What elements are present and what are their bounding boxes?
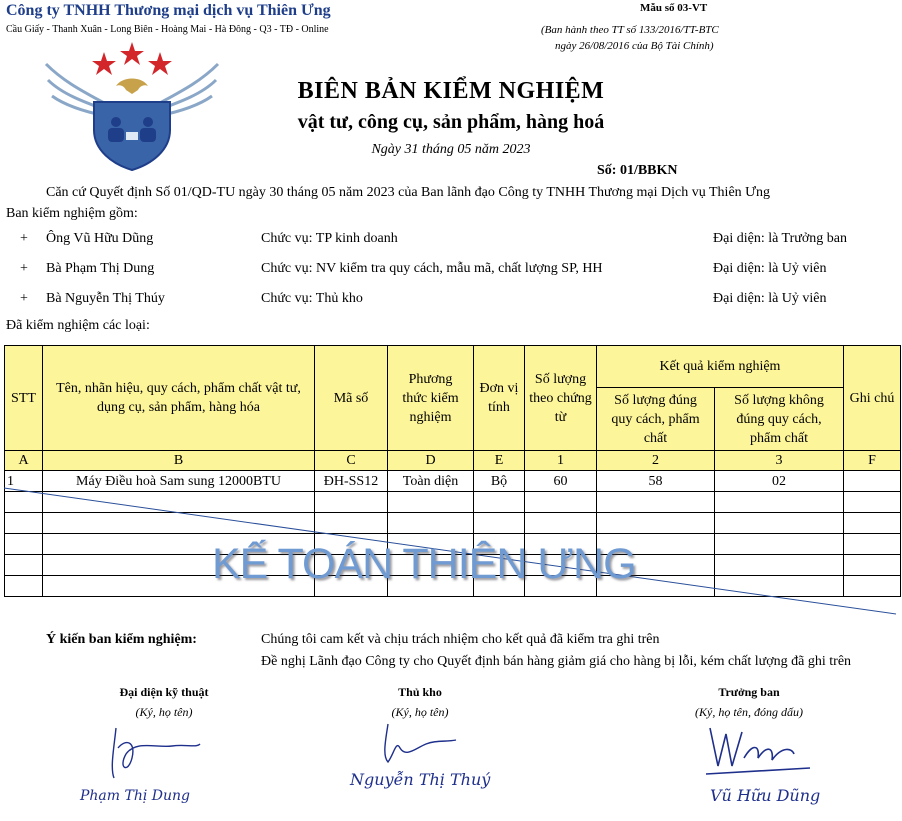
signature-note: (Ký, họ tên): [135, 705, 193, 719]
header-note: Ghi chú: [844, 346, 901, 451]
signature-scribble: [700, 718, 820, 778]
issued-line-2: ngày 26/08/2016 của Bộ Tài Chính): [555, 40, 714, 52]
signature-scribble: [96, 718, 216, 788]
committee-label: Ban kiểm nghiệm gồm:: [6, 206, 138, 221]
cell-ok: 58: [597, 471, 715, 492]
signature-note: (Ký, họ tên): [391, 705, 449, 719]
inspected-label: Đã kiểm nghiệm các loại:: [6, 318, 150, 333]
opinion-label: Ý kiến ban kiểm nghiệm:: [46, 632, 197, 647]
star-icon: [92, 42, 172, 75]
header-code: Mã số: [315, 346, 388, 451]
header-notok: Số lượng không đúng quy cách, phẩm chất: [715, 388, 844, 451]
document-subtitle: vật tư, công cụ, sản phẩm, hàng hoá: [297, 111, 605, 133]
cell-name: Máy Điều hoà Sam sung 12000BTU: [43, 471, 315, 492]
form-number: Mẫu số 03-VT: [640, 2, 708, 14]
member-role: Đại diện: là Uỷ viên: [713, 291, 827, 306]
watermark: KẾ TOÁN THIÊN ƯNG: [212, 540, 636, 588]
decision-basis: Căn cứ Quyết định Số 01/QD-TU ngày 30 tháng 05 năm 2023 của Ban lãnh đạo Công ty TNHH Thương mại Dịch vụ Thiên Ưng: [46, 185, 771, 200]
header-method: Phương thức kiểm nghiệm: [388, 346, 474, 451]
signature-title: Thủ kho: [398, 685, 442, 699]
company-address: Cầu Giấy - Thanh Xuân - Long Biên - Hoàng Mai - Hà Đông - Q3 - TĐ - Online: [6, 24, 329, 35]
signature-scribble: [370, 718, 480, 768]
header-unit: Đơn vị tính: [474, 346, 525, 451]
cell-method: Toàn diện: [388, 471, 474, 492]
header-qty: Số lượng theo chứng từ: [525, 346, 597, 451]
signature-handwritten-name: Vũ Hữu Dũng: [710, 786, 821, 805]
document-number: Số: 01/BBKN: [597, 163, 678, 178]
header-result: Kết quả kiểm nghiệm: [597, 346, 844, 388]
cell-stt: 1: [5, 471, 43, 492]
member-role: Đại diện: là Uỷ viên: [713, 261, 827, 276]
member-name: Ông Vũ Hữu Dũng: [46, 231, 154, 246]
header-stt: STT: [5, 346, 43, 451]
cell-unit: Bộ: [474, 471, 525, 492]
member-bullet: +: [20, 261, 28, 276]
company-name: Công ty TNHH Thương mại dịch vụ Thiên Ưng: [6, 2, 331, 19]
column-code: F: [844, 451, 901, 471]
document-date: Ngày 31 tháng 05 năm 2023: [371, 142, 531, 157]
header-ok: Số lượng đúng quy cách, phẩm chất: [597, 388, 715, 451]
column-code: 3: [715, 451, 844, 471]
member-position: Chức vụ: Thủ kho: [261, 291, 363, 306]
column-code: E: [474, 451, 525, 471]
column-code: 2: [597, 451, 715, 471]
cell-notok: 02: [715, 471, 844, 492]
member-role: Đại diện: là Trưởng ban: [713, 231, 847, 246]
header-name: Tên, nhãn hiệu, quy cách, phẩm chất vật tư, dụng cụ, sản phẩm, hàng hóa: [43, 346, 315, 451]
column-code: C: [315, 451, 388, 471]
signature-title: Trưởng ban: [718, 685, 780, 699]
column-code: D: [388, 451, 474, 471]
signature-note: (Ký, họ tên, đóng dấu): [695, 705, 803, 719]
cell-qty: 60: [525, 471, 597, 492]
opinion-line-1: Chúng tôi cam kết và chịu trách nhiệm cho kết quả đã kiểm tra ghi trên: [261, 632, 660, 647]
signature-handwritten-name: Nguyễn Thị Thuý: [350, 770, 491, 789]
member-name: Bà Nguyễn Thị Thúy: [46, 291, 165, 306]
signature-handwritten-name: Phạm Thị Dung: [80, 788, 191, 804]
member-position: Chức vụ: NV kiểm tra quy cách, mẫu mã, chất lượng SP, HH: [261, 261, 603, 276]
member-bullet: +: [20, 291, 28, 306]
signature-title: Đại diện kỹ thuật: [119, 685, 209, 699]
member-position: Chức vụ: TP kinh doanh: [261, 231, 398, 246]
column-code-row: [5, 451, 901, 471]
column-code: 1: [525, 451, 597, 471]
document-title: BIÊN BẢN KIỂM NGHIỆM: [297, 78, 605, 104]
issued-line-1: (Ban hành theo TT số 133/2016/TT-BTC: [541, 24, 719, 36]
opinion-line-2: Đề nghị Lãnh đạo Công ty cho Quyết định bán hàng giảm giá cho hàng bị lỗi, kém chất lượng đã ghi trên: [261, 654, 852, 669]
column-code: A: [5, 451, 43, 471]
column-code: B: [43, 451, 315, 471]
member-name: Bà Phạm Thị Dung: [46, 261, 155, 276]
member-bullet: +: [20, 231, 28, 246]
cell-code: ĐH-SS12: [315, 471, 388, 492]
